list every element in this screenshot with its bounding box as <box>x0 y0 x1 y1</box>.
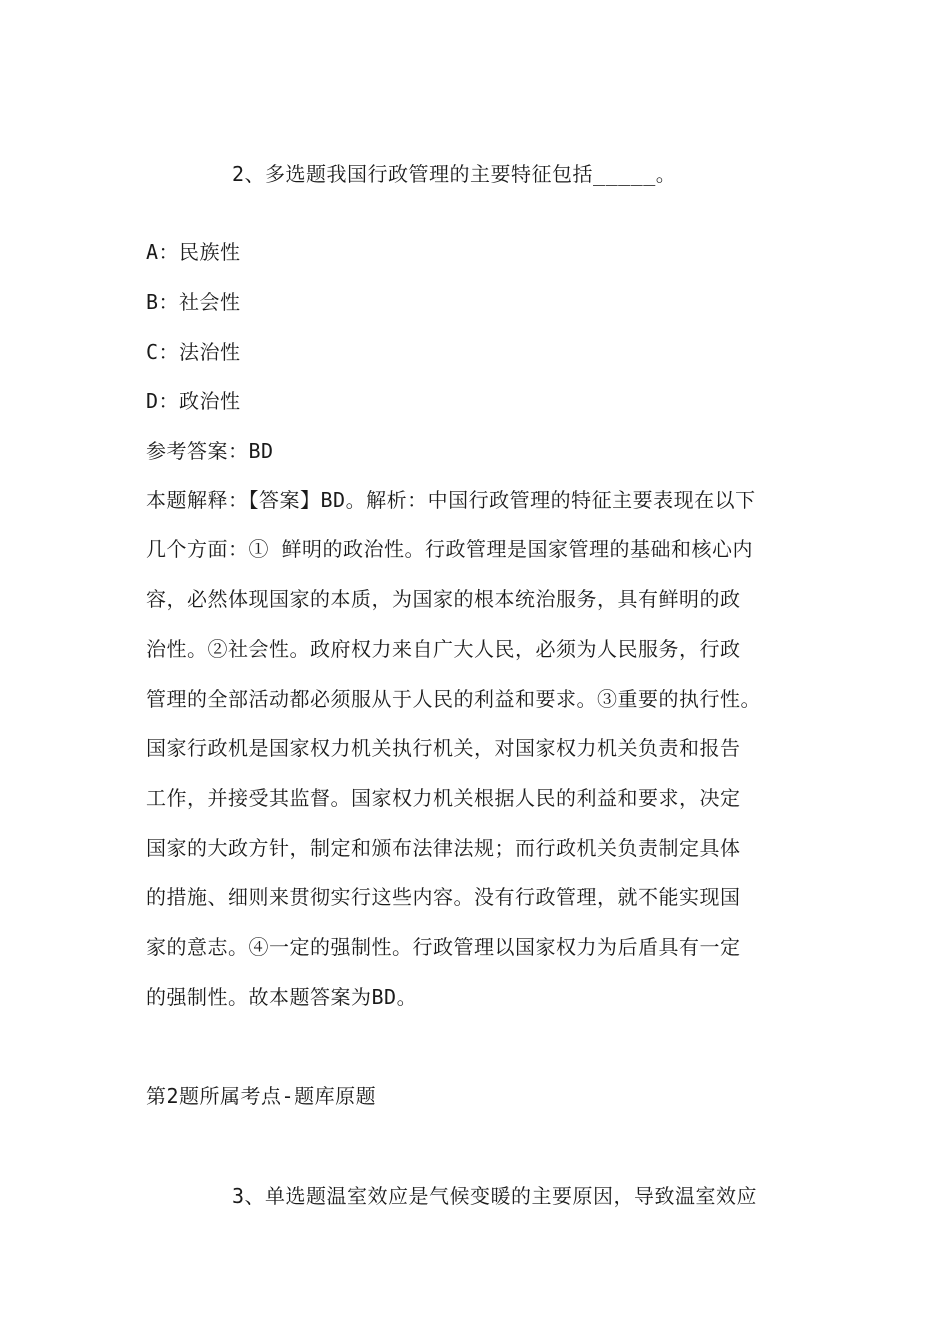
option-a: A：民族性 <box>146 240 241 264</box>
explanation-line: 治性。②社会性。政府权力来自广大人民，必须为人民服务，行政 <box>146 637 741 661</box>
option-d: D：政治性 <box>146 389 241 413</box>
explanation-line: 国家行政机是国家权力机关执行机关，对国家权力机关负责和报告 <box>146 736 741 760</box>
q3-stem: 3、单选题温室效应是气候变暖的主要原因，导致温室效应 <box>232 1184 758 1208</box>
explanation-line: 管理的全部活动都必须服从于人民的利益和要求。③重要的执行性。 <box>146 687 761 711</box>
explanation-line: 家的意志。④一定的强制性。行政管理以国家权力为后盾具有一定 <box>146 935 741 959</box>
explanation-line: 几个方面：① 鲜明的政治性。行政管理是国家管理的基础和核心内 <box>146 537 754 561</box>
explanation-line: 本题解释：【答案】BD。解析：中国行政管理的特征主要表现在以下 <box>146 488 756 512</box>
explanation-line: 的强制性。故本题答案为BD。 <box>146 985 418 1009</box>
option-c: C：法治性 <box>146 340 241 364</box>
knowledge-point: 第2题所属考点-题库原题 <box>146 1084 377 1108</box>
explanation-line: 工作，并接受其监督。国家权力机关根据人民的利益和要求，决定 <box>146 786 741 810</box>
reference-answer: 参考答案：BD <box>146 439 274 463</box>
explanation-line: 容，必然体现国家的本质，为国家的根本统治服务，具有鲜明的政 <box>146 587 741 611</box>
option-b: B：社会性 <box>146 290 241 314</box>
q2-stem: 2、多选题我国行政管理的主要特征包括_____。 <box>232 162 677 186</box>
explanation-line: 国家的大政方针，制定和颁布法律法规；而行政机关负责制定具体 <box>146 836 741 860</box>
explanation-line: 的措施、细则来贯彻实行这些内容。没有行政管理，就不能实现国 <box>146 885 741 909</box>
